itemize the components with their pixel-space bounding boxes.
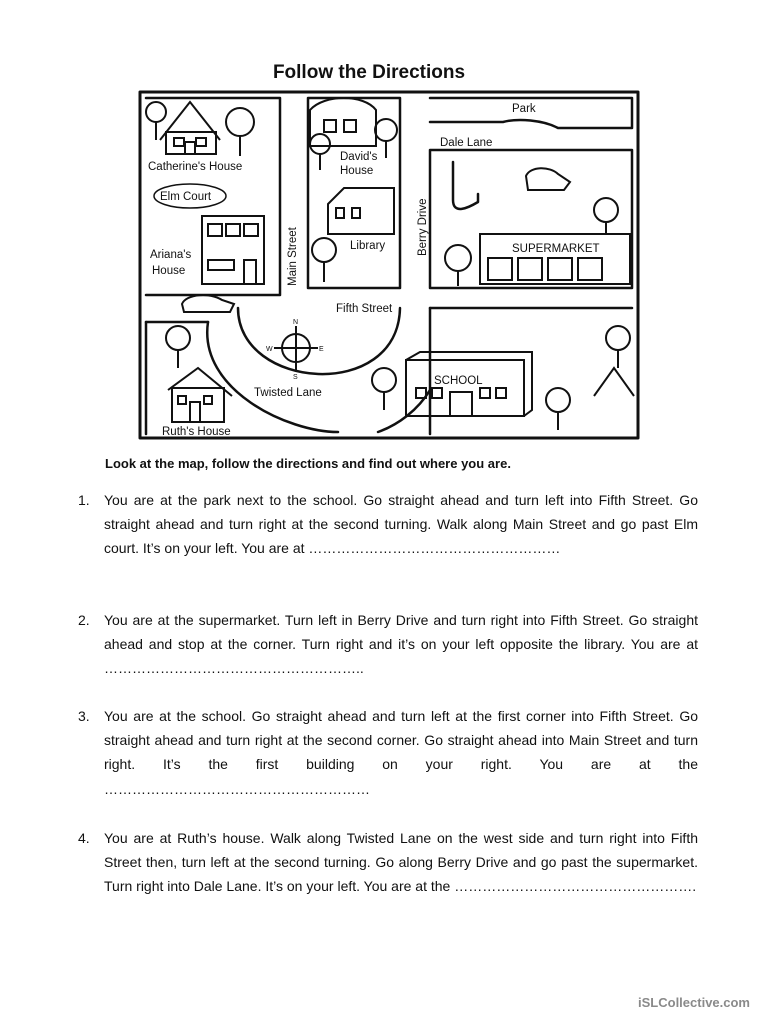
label-berry-drive: Berry Drive [417, 198, 429, 256]
town-map [138, 90, 640, 440]
question-list [78, 488, 698, 922]
label-main-street: Main Street [287, 227, 299, 286]
compass-s: S [293, 374, 298, 381]
label-supermarket: SUPERMARKET [512, 243, 600, 255]
label-arianas-house-2: House [152, 265, 186, 277]
label-school: SCHOOL [434, 375, 483, 387]
question-text: You are at the school. Go straight ahead and turn left at the first corner into Fifth Street. Go straight ahead and turn right at the second corner. Go straight ahead into Main Street and turn right. It’s the first building on your right. You are at the ………………………………………………… [104, 708, 698, 797]
page-title: Follow the Directions [272, 62, 466, 83]
question-item [78, 488, 698, 608]
label-dale-lane: Dale Lane [440, 137, 493, 149]
question-number: 2. [78, 612, 90, 628]
question-number: 1. [78, 492, 90, 508]
question-item [78, 704, 698, 826]
question-text: You are at Ruth’s house. Walk along Twisted Lane on the west side and turn right into Fifth Street then, turn left at the second turning. Go along Berry Drive and go past the supermarket. Turn right into Dale Lane. It’s on your left. You are at the ……………………………………………. [104, 830, 698, 895]
question-number: 3. [78, 708, 90, 724]
question-item [78, 826, 698, 922]
instruction-text: Look at the map, follow the directions and find out where you are. [105, 456, 511, 471]
question-text: You are at the supermarket. Turn left in Berry Drive and turn right into Fifth Street. Go straight ahead and stop at the corner. Turn right and it’s on your left opposite the library. You are at ……………………………………………….. [104, 612, 698, 677]
compass-e: E [319, 346, 324, 353]
label-davids-house-2: House [340, 165, 374, 177]
question-number: 4. [78, 830, 90, 846]
label-library: Library [350, 240, 386, 252]
compass-w: W [266, 346, 273, 353]
compass-n: N [293, 319, 299, 326]
label-elm-court: Elm Court [160, 191, 212, 203]
label-park: Park [512, 103, 536, 115]
label-davids-house-1: David's [340, 151, 378, 163]
label-ruths-house: Ruth's House [162, 426, 231, 438]
question-item [78, 608, 698, 704]
label-arianas-house-1: Ariana's [150, 249, 192, 261]
watermark: iSLCollective.com [638, 995, 750, 1010]
label-catherines-house: Catherine's House [148, 161, 243, 173]
question-text: You are at the park next to the school. Go straight ahead and turn left into Fifth Street. Go straight ahead and turn right at the second turning. Walk along Main Street and go past Elm court. It’s on your left. You are at ……………………………………………… [104, 492, 698, 557]
label-fifth-street: Fifth Street [336, 303, 393, 315]
label-twisted-lane: Twisted Lane [254, 387, 322, 399]
